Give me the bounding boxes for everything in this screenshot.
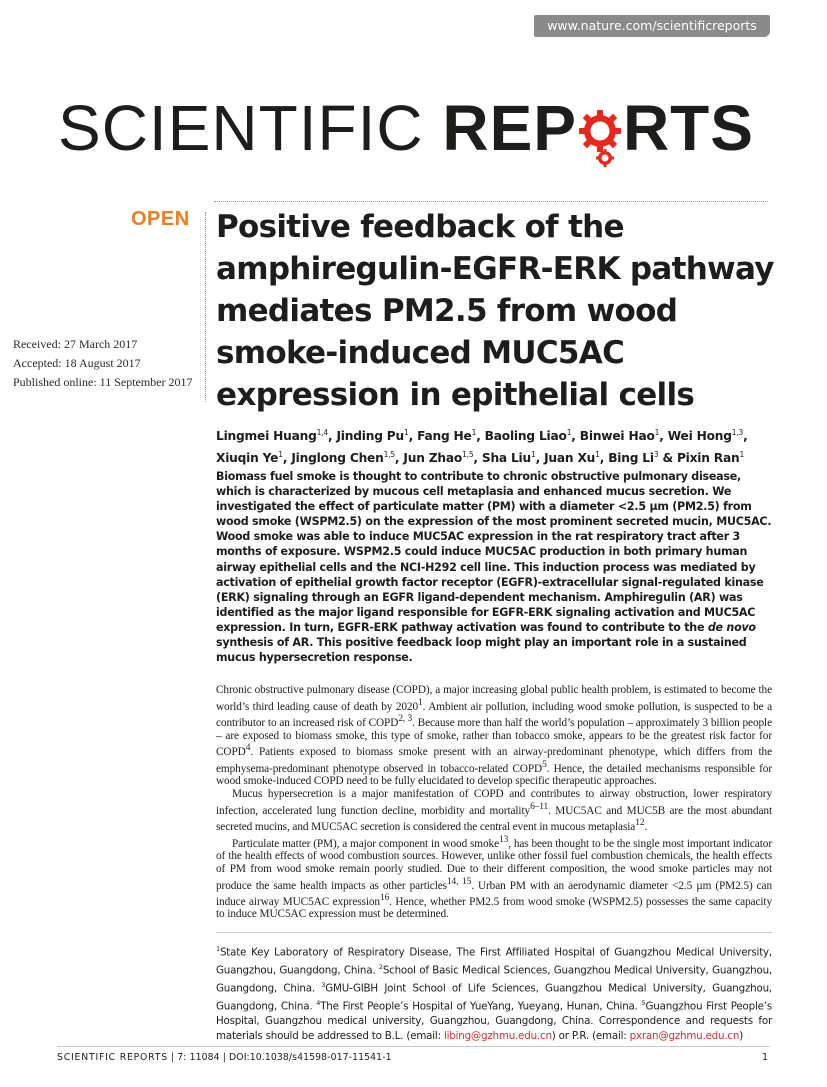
citation-superscript: 16 xyxy=(379,892,390,903)
author-name: Bing Li xyxy=(608,450,654,465)
title-top-rule xyxy=(214,201,768,202)
author-affiliation-sup: 1 xyxy=(739,449,745,459)
text-run: ) or P.R. (email: xyxy=(551,1029,630,1042)
author-affiliation-sup: 1,5 xyxy=(462,449,474,459)
citation-superscript: 2, 3 xyxy=(398,714,413,725)
author-name: Jinglong Chen xyxy=(291,450,384,465)
text-run: GMU-GIBH Joint School of Life Sciences, Guangzhou Medical University, Guangzhou, Guangdong, China. xyxy=(216,982,772,1013)
body-text xyxy=(216,684,772,921)
text-run: Mucus hypersecretion is a major manifestation of COPD and contributes to airway obstruction, lower respiratory infection, accelerated lung function decline, morbidity and mortality xyxy=(216,787,772,817)
title-divider xyxy=(205,212,206,402)
masthead-reports: REP RTS xyxy=(442,92,754,164)
author-affiliation-sup: 1,5 xyxy=(383,449,395,459)
author-name: Wei Hong xyxy=(667,429,732,444)
email-link[interactable]: libing@gzhmu.edu.cn xyxy=(443,1029,552,1042)
journal-url-bar[interactable]: www.nature.com/scientificreports xyxy=(534,15,770,37)
text-run: . xyxy=(644,820,648,833)
citation-superscript: 1 xyxy=(418,697,423,708)
citation-superscript: 14, 15 xyxy=(446,876,472,887)
text-run: Guangzhou First People’s Hospital, Guangzhou medical university, Guangzhou, Guangdong, China. Correspondence and requests for materials should be addressed to B.L. (email: xyxy=(216,1000,772,1042)
author-name: Pixin Ran xyxy=(676,450,740,465)
citation-superscript: 2 xyxy=(378,963,383,972)
text-run: Chronic obstructive pulmonary disease (COPD), a major increasing global public health problem, is estimated to become the world’s third leading cause of death by 2020 xyxy=(216,684,772,713)
journal-masthead xyxy=(58,88,788,168)
author-list: Lingmei Huang$^{1,4}$, Jinding Pu$^1$, Fang He$^1$, Baoling Liao$^1$, Binwei Hao$^1$, Wei Hong$^{1,3}$, Xiuqin Ye$^1$, Jinglong Chen$^{1,5}$, Jun Zhao$^{1,5}$, Sha Liu$^1$, Juan Xu$^1$, Bing Li$^3$ & Pixin Ran$^1$ xyxy=(216,428,748,465)
author-affiliation-sup: 1 xyxy=(471,428,477,437)
author-affiliation-sup: 1 xyxy=(566,428,572,437)
author-name: Fang He xyxy=(417,429,472,444)
author-name: Juan Xu xyxy=(544,450,596,465)
citation-superscript: 6–11 xyxy=(530,801,549,812)
body-paragraph-1 xyxy=(216,684,772,788)
author-name: Lingmei Huang xyxy=(216,429,317,444)
article-title: Positive feedback of the amphiregulin-EGFR-ERK pathway mediates PM2.5 from wood smoke-induced MUC5AC expression in epithelial cells xyxy=(216,209,774,413)
text-run: . Ambient air pollution, including wood smoke pollution, is suspected to be a contributor to an increased risk of COPD xyxy=(216,700,772,729)
gear-logo-icon xyxy=(577,88,623,168)
page-number: 1 xyxy=(762,1052,769,1063)
author-affiliation-sup: 1 xyxy=(595,449,600,459)
author-affiliation-sup: 1,4 xyxy=(316,428,328,437)
citation-superscript: 4 xyxy=(316,999,321,1008)
text-run: School of Basic Medical Sciences, Guangzhou Medical University, Guangzhou, Guangdong, China. xyxy=(216,964,772,995)
citation-superscript: 13 xyxy=(499,834,509,845)
citation-superscript: 5 xyxy=(542,759,547,770)
received-date: Received: 27 March 2017 xyxy=(13,337,138,351)
body-paragraph-2 xyxy=(216,788,772,834)
text-run: . Because more than half the world’s population – approximately 3 billion people – are exposed to biomass smoke, this type of smoke, rather than tobacco smoke, appears to be the greatest risk factor for COPD xyxy=(216,716,773,759)
author-affiliation-sup: 3 xyxy=(653,449,659,459)
author-affiliation-sup: 1 xyxy=(531,449,536,459)
accepted-date: Accepted: 18 August 2017 xyxy=(13,356,141,370)
author-affiliation-sup: 1 xyxy=(278,449,283,459)
masthead-scientific: SCIENTIFIC xyxy=(58,92,424,164)
footer-citation: | 7: 11084 | DOI:10.1038/s41598-017-11541-1 xyxy=(167,1052,392,1063)
email-link[interactable]: pxran@gzhmu.edu.cn xyxy=(629,1029,740,1042)
citation-superscript: 4 xyxy=(245,743,251,754)
author-name: Jinding Pu xyxy=(336,429,404,444)
affiliations-rule xyxy=(216,932,772,933)
text-run: State Key Laboratory of Respiratory Disease, The First Affiliated Hospital of Guangzhou Medical University, Guangzhou, Guangdong, China. xyxy=(216,946,772,977)
author-name: Xiuqin Ye xyxy=(216,450,279,465)
author-affiliation-sup: 1,3 xyxy=(731,428,744,437)
open-access-label: OPEN xyxy=(131,208,190,230)
citation-superscript: 3 xyxy=(321,981,326,990)
citation-superscript: 1 xyxy=(216,945,220,953)
body-paragraph-3 xyxy=(216,834,772,922)
author-name: Sha Liu xyxy=(481,450,532,465)
text-run: . Patients exposed to biomass smoke present with an airway-predominant phenotype, which differs from the emphysema-predominant phenotype observed in tobacco-related COPD xyxy=(216,746,772,775)
text-run: Particulate matter (PM), a major component in wood smoke xyxy=(232,837,499,850)
text-run: . Urban PM with an aerodynamic diameter <2.5 µm (PM2.5) can induce airway MUC5AC expression xyxy=(216,879,773,908)
text-run: . MUC5AC and MUC5B are the most abundant secreted mucins, and MUC5AC secretion is considered the central event in mucous metaplasia xyxy=(216,804,772,833)
author-affiliation-sup: 1 xyxy=(404,428,409,437)
author-name: Binwei Hao xyxy=(579,429,655,444)
affiliations xyxy=(216,942,772,1043)
abstract: Biomass fuel smoke is thought to contribute to chronic obstructive pulmonary disease, which is characterized by mucous cell metaplasia and enhanced mucus secretion. We investigated the effect of particulate matter (PM) with a diameter <2.5 µm (PM2.5) from wood smoke (WSPM2.5) on the expression of the most prominent secreted mucin, MUC5AC. Wood smoke was able to induce MUC5AC expression in the rat respiratory tract after 3 months of exposure. WSPM2.5 could induce MUC5AC production in both primary human airway epithelial cells and the NCI-H292 cell line. This induction process was mediated by activation of epithelial growth factor receptor (EGFR)-extracellular signal-regulated kinase (ERK) signaling through an EGFR ligand-dependent mechanism. Amphiregulin (AR) was identified as the major ligand responsible for EGFR-ERK signaling activation and MUC5AC expression. In turn, EGFR-ERK pathway activation was found to contribute to the de novo synthesis of AR. This positive feedback loop might play an important role in a sustained mucus hypersecretion response. xyxy=(216,470,772,665)
text-run: , has been thought to be the single most important indicator of the health effects of wood combustion sources. However, unlike other fossil fuel combustion chemicals, the health effects of PM from wood smoke remain poorly studied. Due to their different composition, the wood smoke particles may not produce the same health impacts as other particles xyxy=(216,837,772,892)
text-run: ) xyxy=(739,1029,744,1042)
citation-superscript: 5 xyxy=(641,999,646,1008)
footer-rule xyxy=(57,1046,770,1047)
author-affiliation-sup: 1 xyxy=(654,428,660,437)
author-name: Baoling Liao xyxy=(484,429,567,444)
author-name: Jun Zhao xyxy=(403,450,463,465)
footer-journal: SCIENTIFIC REPORTS xyxy=(57,1052,168,1063)
text-run: The First People’s Hospital of YueYang, Yueyang, Hunan, China. xyxy=(320,1000,642,1013)
citation-superscript: 12 xyxy=(635,818,645,829)
published-date: Published online: 11 September 2017 xyxy=(13,375,193,389)
page-footer xyxy=(57,1052,392,1063)
text-run: . Hence, whether PM2.5 from wood smoke (WSPM2.5) possesses the same capacity to induce MUC5AC expression must be determined. xyxy=(216,895,772,921)
text-run: . Hence, the detailed mechanisms responsible for wood smoke-induced COPD need to be fully elucidated to develop specific therapeutic approaches. xyxy=(216,762,773,788)
